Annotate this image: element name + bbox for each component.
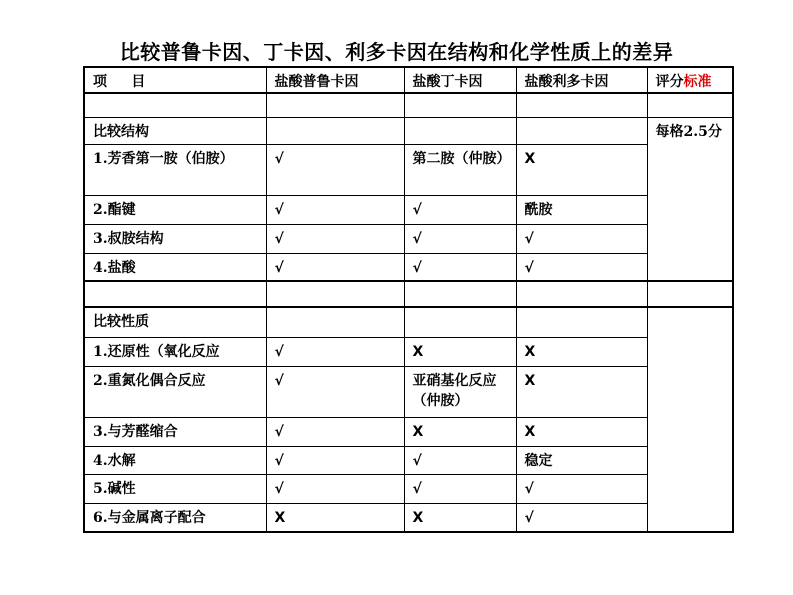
table-row: 3.叔胺结构 √ √ √ [84,224,733,253]
table-row: 4.盐酸 √ √ √ [84,253,733,281]
section-label-properties: 比较性质 [84,307,266,337]
section-label-structure: 比较结构 [84,117,266,144]
table-row: 1.还原性（氧化反应 √ X X [84,337,733,366]
comparison-table [83,66,734,533]
table-row [84,307,733,337]
table-row [84,281,733,307]
table-header-row [84,67,733,93]
page-title: 比较普鲁卡因、丁卡因、利多卡因在结构和化学性质上的差异 [119,40,674,64]
header-item: 项 目 [84,67,266,93]
table-row: 3.与芳醛缩合 √ X X [84,417,733,446]
table-row: 6.与金属离子配合 X X √ [84,503,733,532]
table-row: 4.水解 √ √ 稳定 [84,446,733,474]
table-row [84,93,733,117]
table-row [84,117,733,144]
score-note: 每格2.5分 [647,117,733,281]
header-procaine: 盐酸普鲁卡因 [266,67,404,93]
table-row: 2.重氮化偶合反应 √ 亚硝基化反应（仲胺） X [84,366,733,417]
header-tetracaine: 盐酸丁卡因 [404,67,516,93]
header-score-suffix: 标准 [683,74,712,90]
header-score-prefix: 评分 [655,74,684,90]
header-score [647,67,733,93]
table-row: 1.芳香第一胺（伯胺） √ 第二胺（仲胺） X [84,144,733,195]
table-row: 5.碱性 √ √ √ [84,474,733,503]
header-lidocaine: 盐酸利多卡因 [516,67,647,93]
table-row: 2.酯键 √ √ 酰胺 [84,195,733,224]
